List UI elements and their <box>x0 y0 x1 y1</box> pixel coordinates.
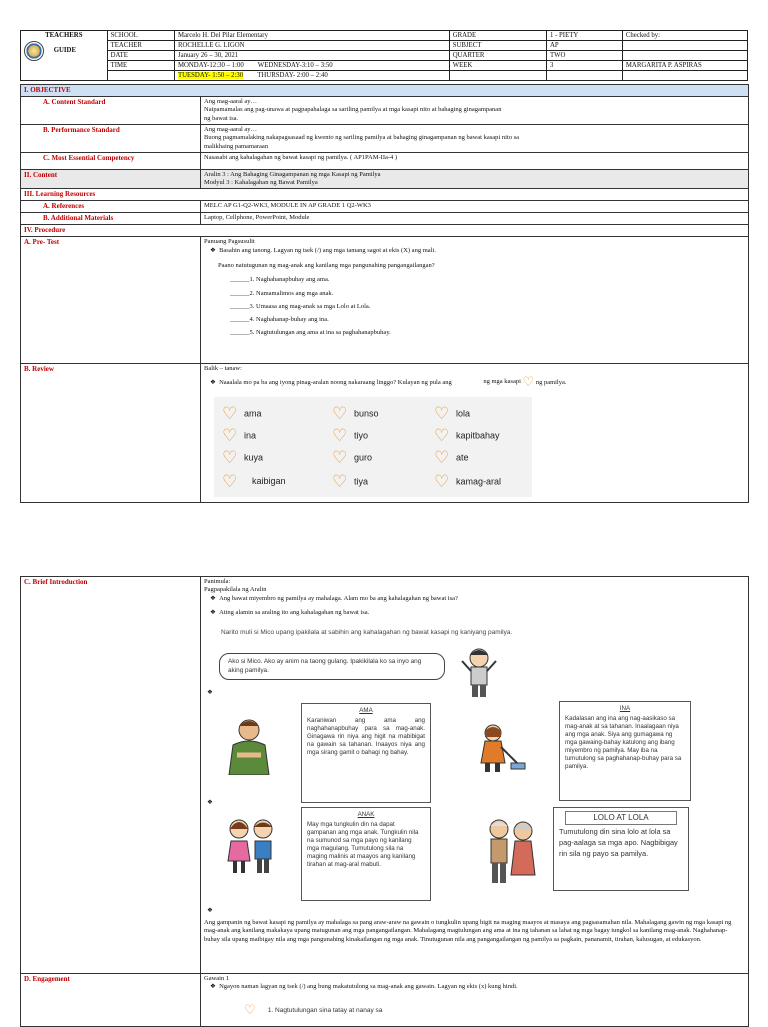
ama-card: AMA Karaniwan ang ama ang naghahanapbuhay para sa mag-anak. Ginagawa rin niya ang higit na mabibigat na gawain sa tahanan. Inaayos niya ang mga sirang gamit o bahagi ng bahay. <box>301 703 431 803</box>
materials-label: B. Additional Materials <box>21 213 201 225</box>
content-standard-value: Ang mag-aaral ay… Naipamamalas ang pag-unawa at pagpapahalaga sa sariling pamilya at mga kasapi nito at bahaging ginagampanan ng bawat isa. <box>201 96 749 124</box>
section-resources: III. Learning Resources <box>21 189 749 201</box>
materials-value: Laptop, Cellphone, PowerPoint, Module <box>201 213 749 225</box>
pretest-item: ______1. Naghahanapbuhay ang ama. <box>230 276 330 284</box>
mico-boy-figure <box>459 645 499 701</box>
heart-word[interactable]: ♡ kapitbahay <box>434 426 500 446</box>
heart-word[interactable]: ♡ ama <box>222 404 262 424</box>
heart-word[interactable]: ♡ ate <box>434 448 469 468</box>
references-label: A. References <box>21 201 201 213</box>
lesson-table-2 <box>20 576 749 1027</box>
heart-icon: ♡ <box>332 426 348 446</box>
engagement-item: 1. Nagtutulungan sina tatay at nanay sa <box>267 1006 383 1014</box>
heart-icon: ♡ <box>434 426 450 446</box>
heart-icon: ♡ <box>332 448 348 468</box>
tuesday-time-highlight: TUESDAY- 1:50 – 2:30 <box>177 72 244 79</box>
engagement-content: Gawain 1 ❖ Ngayon naman lagyan ng tsek (/) ang bung makatutulong sa mag-anak ang gawain. Lagyan ng ekis (x) kung hindi. ♡ 1. Nagtutulungan sina tatay at nanay sa <box>201 974 749 1027</box>
pretest-item: ______2. Namamalimos ang mga anak. <box>230 289 334 297</box>
header-title-teachers: TEACHERS <box>21 31 108 41</box>
review-label: B. Review <box>21 364 201 503</box>
narration-text: Narito muli si Mico upang ipakilala at sabihin ang kahalagahan ng bawat kasapi ng kaniyang pamilya. <box>221 629 513 636</box>
pretest-item: ______4. Naghahanap-buhay ang ina. <box>230 316 329 324</box>
lesson-plan-page-2 <box>0 528 768 1024</box>
pretest-content: Panuang Pagsusulit ❖ Basahin ang tanong. Lagyan ng tsek (/) ang mga tamang sagot at ekis (X) ang mali. Paano natutugunan ng mag-anak ang kanilang mga pangunahing pangangailangan? ______1. Naghahanapbuhay ang ama. ______2. Namamalimos ang mga anak. ______3. Umaasa ang mag-anak sa mga Lolo at Lola. ______4. Naghahanap-buhay ang ina. ______5. Nagtutulungan ang ama at ina sa paghahanapbuhay. <box>201 237 749 364</box>
heart-word[interactable]: ♡ lola <box>434 404 471 424</box>
anak-card: ANAK May mga tungkulin din na dapat gampanan ang mga anak. Tungkulin nila na sumunod sa mga payo ng kanilang mga magulang. Tumutulong sila na maging malinis at maayos ang kanilang tirahan at mag-aral mabuti. <box>301 807 431 901</box>
heart-word[interactable]: ♡ bunso <box>332 404 379 424</box>
section-content: II. Content <box>21 169 201 189</box>
intro-summary: Ang gampanin ng bawat kasapi ng pamilya ay mahalaga sa pang araw-araw na gawain o tungkulin upang higit na maging maayos at masaya ang pagsasamahan nila. Mahalagang gawin ng mga kasapi ng mag-anak ang kanilang makakaya upang matugunan ang mga pangangailangan. Mahalagang magtulungan ang ama at ina ng tahanan sa lahat ng mga bagay tungkol sa kanilang mag-anak. Naghahanap-buhay sila upang maibigay nila ang mga pangunahing kinakailangan ng mga anak. Tinutugunan nila ang pangangailangan ng pamilya sa pagkain, pananamit, tirahan, kalusugan, at edukasyon. <box>204 919 732 943</box>
deped-seal-icon <box>24 41 44 61</box>
intro-content: Panimula: Pagpapakilala ng Aralin ❖ Ang bawat miyembro ng pamilya ay mahalaga. Alam mo ba ang kahalagahan ng bawat isa? ❖ Ating alamin sa araling ito ang kahalagahan ng bawat isa. Narito muli si Mico upang ipakilala at sabihin ang kahalagahan ng bawat kasapi ng kaniyang pamilya. Ako si Mico. Ako ay anim na taong gulang. Ipakikilala ko sa inyo ang aking pamilya. ❖ AMA Karaniwan ang ama ang naghahanapbuhay para sa mag-anak. Ginagawa rin niya ang higit na mabibigat na gawain sa tahanan. Inaayos niya ang mga sirang gamit o bahagi ng bahay. INA Kadalasan ang ina ang nag-aasikaso sa mag-anak at sa tahanan. Inaalagaan niya ang mga anak. Siya ang gumagawa ng mga gawaing-bahay katulong ang ibang miyembro ng pamilya. May iba na tumutulong sa paghahanap-buhay para sa pamilya. ❖ ANAK May mga tungkulin din na dapat gampanan ang mga anak. Tungkulin nila na sumunod sa mga payo ng kanilang mga magulang. Tumutulong sila na maging malinis at maayos ang kanilang tirahan at mag-aral mabuti. LOLO AT LOLA Tumutulong din sina lolo at lola sa pag-aalaga sa mga apo. Nagbibigay rin sila ng payo sa pamilya. ❖ Ang gampanin ng bawat kasapi ng pamilya ay mahalaga sa pang araw-araw na gawain o tungkulin upang higit na maging maayos at masaya ang pagsasamahan nila. Mahalagang gawin ng mga kasapi ng mag-anak ang kanilang makakaya upang matugunan ang mga pangangailangan. Mahalagang magtulungan ang ama at ina ng tahanan sa lahat ng mga bagay tungkol sa kanilang mag-anak. Naghahanap-buhay sila upang maibigay nila ang mga pangunahing kinakailangan ng mga anak. Tinutugunan nila ang pangangailangan ng pamilya sa pagkain, pananamit, tirahan, kalusugan, at edukasyon. <box>201 577 749 974</box>
content-standard-label: A. Content Standard <box>21 96 201 124</box>
heart-icon: ♡ <box>434 404 450 424</box>
heart-icon: ♡ <box>522 373 535 389</box>
pretest-label: A. Pre- Test <box>21 237 201 364</box>
review-content: Balik – tanaw: ❖ Naaalala mo pa ba ang iyong pinag-aralan noong nakaraang linggo? Kulayan ng pula ang ng mga kasapi ♡ ng pamilya. ♡ ama ♡ bunso ♡ lola ♡ ina ♡ tiyo ♡ kapitbahay ♡ kuya ♡ guro ♡ ate ♡ kaibigan ♡ tiya ♡ kamag-aral <box>201 364 749 503</box>
heart-word[interactable]: ♡ kaibigan <box>222 472 286 492</box>
lesson-table-1 <box>20 84 749 503</box>
grandparents-figure <box>483 817 539 885</box>
lolo-lola-card: LOLO AT LOLA Tumutulong din sina lolo at lola sa pag-aalaga sa mga apo. Nagbibigay rin sila ng payo sa pamilya. <box>553 807 689 891</box>
heart-icon: ♡ <box>222 404 238 424</box>
heart-icon: ♡ <box>222 448 238 468</box>
mother-vacuum-figure <box>473 723 527 773</box>
heart-word[interactable]: ♡ kamag-aral <box>434 472 502 492</box>
pretest-item: ______3. Umaasa ang mag-anak sa mga Lolo at Lola. <box>230 302 371 310</box>
performance-standard-value: Ang mag-aaral ay… Buong pagmamalaking nakapagsasaad ng kwento ng sariling pamilya at bahaging ginagampanan ng bawat kasapi nito sa malikhaing pamamaraan <box>201 124 749 152</box>
heart-word[interactable]: ♡ ina <box>222 426 257 446</box>
header-table: TEACHERS SCHOOL Marcelo H. Del Pilar Elementary GRADE 1 - PIETY Checked by: GUIDE TEACHER ROCHELLE G. LIGON SUBJECT AP DATE January 26 – 30, 2021 QUARTER TWO TIME MONDAY-12:30 – 1:00 WEDNESDAY-3:10 – 3:50 WEEK 3 MARGARITA P. ASPIRAS TUESDAY- 1:50 – 2:30 THURSDAY- 2:00 – 2:40 <box>20 30 748 81</box>
heart-word[interactable]: ♡ tiya <box>332 472 369 492</box>
engagement-label: D. Engagement <box>21 974 201 1027</box>
heart-icon: ♡ <box>332 404 348 424</box>
children-figure <box>223 817 279 875</box>
references-value: MELC AP G1-Q2-WK3, MODULE IN AP GRADE 1 Q2-WK3 <box>201 201 749 213</box>
competency-value: Nasasabi ang kahalagahan ng bawat kasapi ng pamilya. ( AP1PAM-IIa-4 ) <box>201 152 749 169</box>
heart-icon: ♡ <box>434 448 450 468</box>
review-hearts-panel <box>214 397 532 497</box>
ina-card: INA Kadalasan ang ina ang nag-aasikaso sa mag-anak at sa tahanan. Inaalagaan niya ang mga anak. Siya ang gumagawa ng mga gawaing-bahay katulong ang ibang miyembro ng pamilya. May iba na tumutulong sa paghahanap-buhay para sa pamilya. <box>559 701 691 801</box>
heart-icon: ♡ <box>222 472 238 492</box>
section-objective: I. OBJECTIVE <box>21 85 749 97</box>
content-value: Aralin 3 : Ang Bahaging Ginagampanan ng mga Kasapi ng Pamilya Modyul 3 : Kahalagahan ng Bawat Pamilya <box>201 169 749 189</box>
heart-word[interactable]: ♡ kuya <box>222 448 264 468</box>
heart-icon: ♡ <box>222 426 238 446</box>
heart-icon: ♡ <box>434 472 450 492</box>
heart-word[interactable]: ♡ tiyo <box>332 426 369 446</box>
heart-word[interactable]: ♡ guro <box>332 448 373 468</box>
mico-speech-bubble: Ako si Mico. Ako ay anim na taong gulang. Ipakikilala ko sa inyo ang aking pamilya. <box>219 653 445 680</box>
heart-icon: ♡ <box>332 472 348 492</box>
heart-icon: ♡ <box>244 1001 256 1017</box>
performance-standard-label: B. Performance Standard <box>21 124 201 152</box>
header-logo-cell: GUIDE <box>21 41 108 61</box>
pretest-item: ______5. Nagtutulungan ang ama at ina sa paghahanapbuhay. <box>230 329 391 337</box>
section-procedure: IV. Procedure <box>21 225 749 237</box>
competency-label: C. Most Essential Competency <box>21 152 201 169</box>
father-figure <box>223 717 275 775</box>
intro-label: C. Brief Introduction <box>21 577 201 974</box>
